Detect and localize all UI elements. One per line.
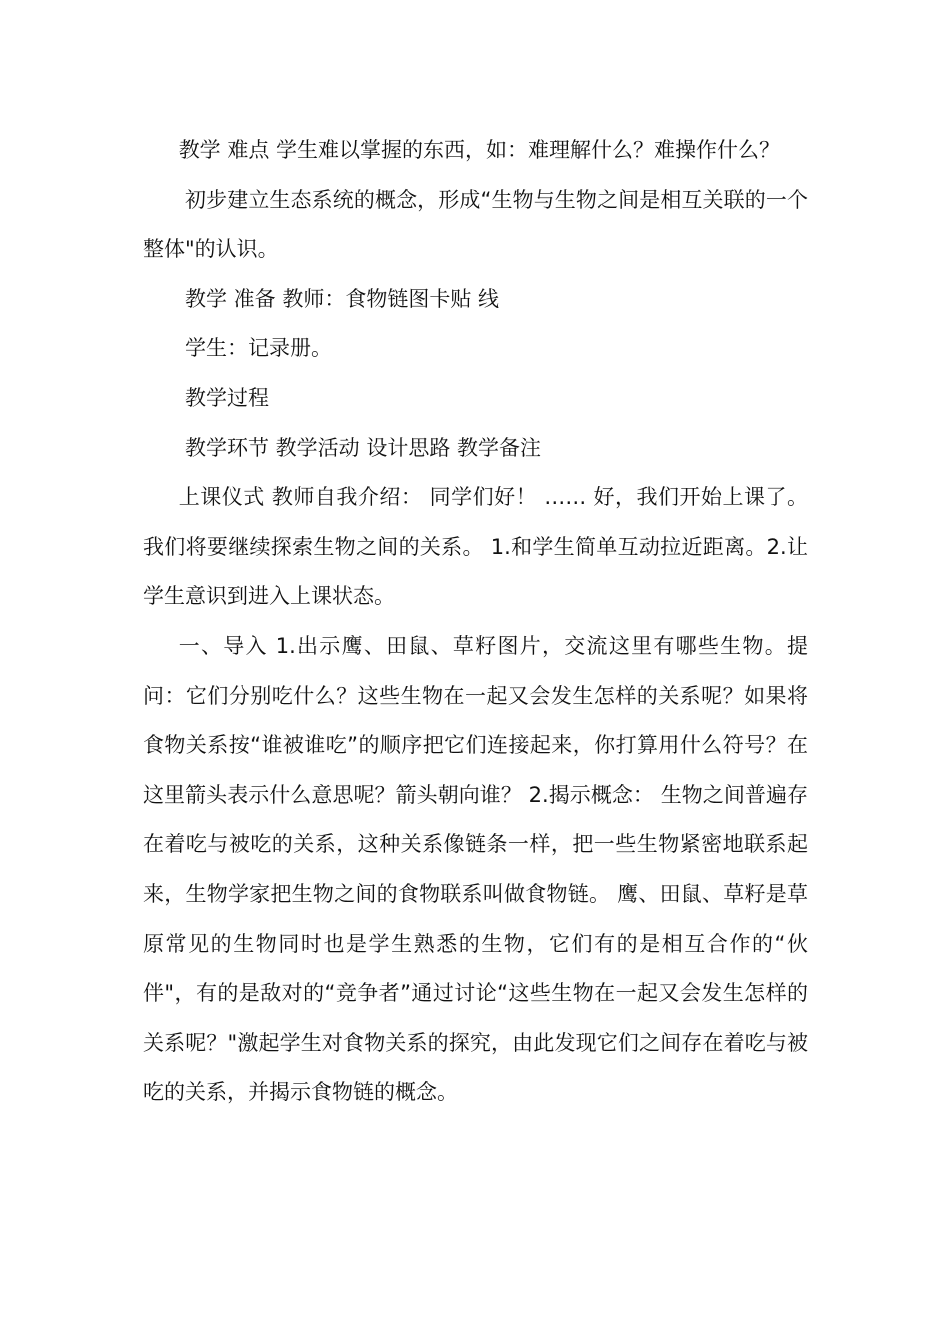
paragraph-concept-goal: 初步建立生态系统的概念，形成“生物与生物之间是相互关联的一个整体"的认识。	[143, 187, 808, 262]
paragraph-class-ceremony: 上课仪式 教师自我介绍： 同学们好！ …… 好，我们开始上课了。我们将要继续探索生物之间的关系。 1.和学生简单互动拉近距离。2.让学生意识到进入上课状态。	[143, 485, 808, 609]
paragraph-introduction: 一、导入 1.出示鹰、田鼠、草籽图片，交流这里有哪些生物。提问：它们分别吃什么？这些生物在一起又会发生怎样的关系呢？如果将食物关系按“谁被谁吃”的顺序把它们连接起来，你打算用什么符号？在这里箭头表示什么意思呢？箭头朝向谁？ 2.揭示概念： 生物之间普遍存在着吃与被吃的关系，这种关系像链条一样，把一些生物紧密地联系起来，生物学家把生物之间的食物联系叫做食物链。 鹰、田鼠、草籽是草原常见的生物同时也是学生熟悉的生物，它们有的是相互合作的“伙伴"，有的是敌对的“竞争者”通过讨论“这些生物在一起又会发生怎样的关系呢？"激起学生对食物关系的探究，由此发现它们之间存在着吃与被吃的关系，并揭示食物链的概念。	[143, 633, 808, 1105]
paragraph-table-headers: 教学环节 教学活动 设计思路 教学备注	[185, 435, 542, 460]
paragraph-student-preparation: 学生：记录册。	[185, 336, 332, 361]
paragraph-teaching-process-heading: 教学过程	[185, 385, 269, 410]
paragraph-teacher-preparation: 教学 准备 教师：食物链图卡贴 线	[185, 286, 500, 311]
document-body	[143, 126, 808, 1118]
paragraph-teaching-difficulty: 教学 难点 学生难以掌握的东西，如：难理解什么？难操作什么？	[178, 138, 781, 162]
